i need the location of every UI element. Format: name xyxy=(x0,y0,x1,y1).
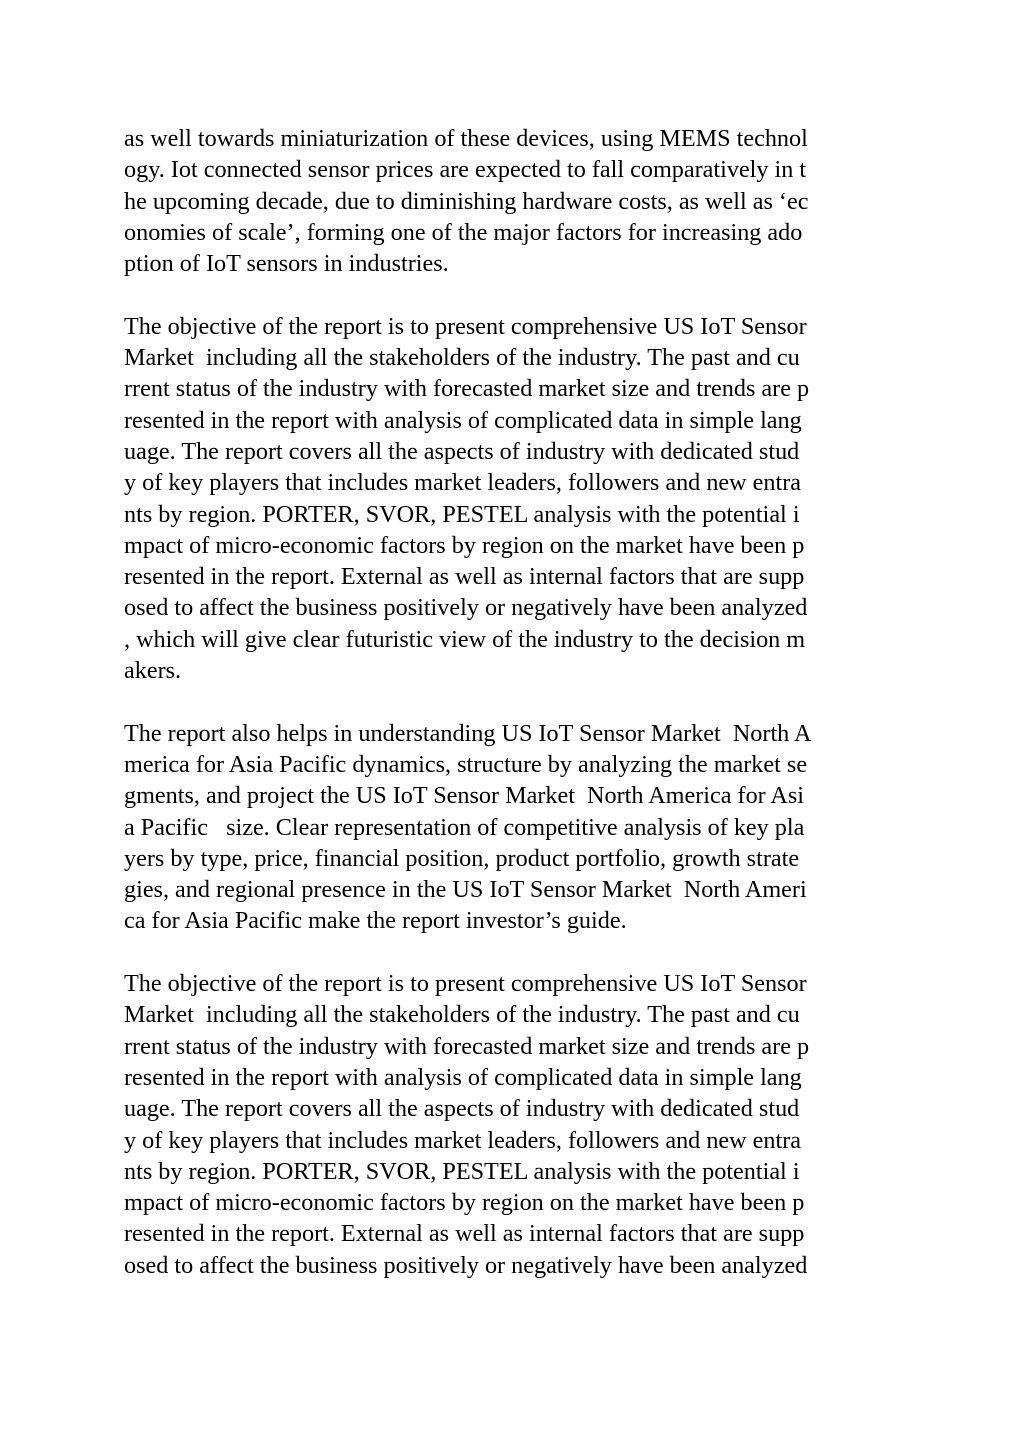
text-line: uage. The report covers all the aspects of industry with dedicated stud xyxy=(124,1095,800,1123)
text-line: rrent status of the industry with forecasted market size and trends are p xyxy=(124,375,810,403)
text-line: rrent status of the industry with forecasted market size and trends are p xyxy=(124,1032,810,1060)
text-line: y of key players that includes market leaders, followers and new entra xyxy=(124,1126,802,1154)
text-line: a Pacific size. Clear representation of competitive analysis of key pla xyxy=(124,813,805,841)
document-body xyxy=(124,123,914,1312)
text-line: yers by type, price, financial position, product portfolio, growth strate xyxy=(124,844,800,872)
text-line: mpact of micro-economic factors by region on the market have been p xyxy=(124,531,805,559)
text-line: y of key players that includes market leaders, followers and new entra xyxy=(124,469,802,497)
text-line: gments, and project the US IoT Sensor Market North America for Asi xyxy=(124,782,805,810)
text-line: osed to affect the business positively or negatively have been analyzed xyxy=(124,594,808,622)
text-line: Market including all the stakeholders of the industry. The past and cu xyxy=(124,344,800,372)
text-line: Market including all the stakeholders of the industry. The past and cu xyxy=(124,1001,800,1029)
text-line: ption of IoT sensors in industries. xyxy=(124,250,449,278)
text-line: resented in the report. External as well as internal factors that are supp xyxy=(124,563,805,591)
text-line: , which will give clear futuristic view of the industry to the decision m xyxy=(124,625,806,653)
text-line: The objective of the report is to present comprehensive US IoT Sensor xyxy=(124,970,807,998)
paragraph-miniaturization xyxy=(124,123,914,279)
text-line: resented in the report with analysis of complicated data in simple lang xyxy=(124,1063,802,1091)
text-line: resented in the report. External as well as internal factors that are supp xyxy=(124,1220,805,1248)
text-line: as well towards miniaturization of these devices, using MEMS technol xyxy=(124,125,808,152)
text-line: nts by region. PORTER, SVOR, PESTEL analysis with the potential i xyxy=(124,1157,800,1185)
text-line: ogy. Iot connected sensor prices are expected to fall comparatively in t xyxy=(124,156,807,184)
text-line: ca for Asia Pacific make the report investor’s guide. xyxy=(124,907,627,935)
text-line: mpact of micro-economic factors by region on the market have been p xyxy=(124,1189,805,1217)
text-line: The objective of the report is to present comprehensive US IoT Sensor xyxy=(124,312,807,340)
text-line: uage. The report covers all the aspects of industry with dedicated stud xyxy=(124,437,800,465)
text-line: onomies of scale’, forming one of the major factors for increasing ado xyxy=(124,218,803,246)
text-line: osed to affect the business positively or negatively have been analyzed xyxy=(124,1251,808,1279)
text-line: he upcoming decade, due to diminishing hardware costs, as well as ‘ec xyxy=(124,187,809,215)
paragraph-report-objective xyxy=(124,311,914,687)
text-line: akers. xyxy=(124,657,182,685)
text-line: merica for Asia Pacific dynamics, structure by analyzing the market se xyxy=(124,750,808,778)
paragraph-market-dynamics xyxy=(124,718,914,937)
text-line: nts by region. PORTER, SVOR, PESTEL analysis with the potential i xyxy=(124,500,800,528)
paragraph-report-objective-repeat xyxy=(124,968,914,1281)
text-line: gies, and regional presence in the US IoT Sensor Market North Ameri xyxy=(124,876,807,904)
text-line: resented in the report with analysis of complicated data in simple lang xyxy=(124,406,802,434)
text-line: The report also helps in understanding US IoT Sensor Market North A xyxy=(124,719,812,747)
